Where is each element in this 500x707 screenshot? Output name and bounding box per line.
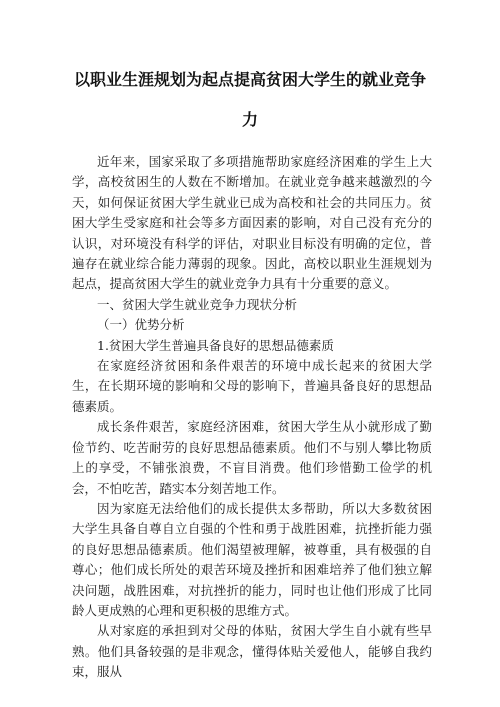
subsection-heading: （一）优势分析 [97, 317, 185, 333]
body-paragraph: 从对家庭的承担到对父母的体贴，贫困大学生自小就有些早熟。他们具备较强的是非观念，懂得体贴关爱他人，能够自我约束，服从 [72, 623, 432, 680]
body-paragraph: 因为家庭无法给他们的成长提供太多帮助，所以大多数贫困大学生具备自尊自立自强的个性和勇于战胜困难，抗挫折能力强的良好思想品德素质。他们渴望被理解，被尊重，具有极强的自尊心；他们成长所处的艰苦环境及挫折和困难培养了他们独立解决问题，战胜困难，对抗挫折的能力，同时也让他们形成了比同龄人更成熟的心理和更积极的思维方式。 [72, 500, 432, 618]
point-heading: 1.贫困大学生普遍具备良好的思想品德素质 [97, 337, 334, 353]
document-body [72, 152, 432, 683]
intro-paragraph: 近年来，国家采取了多项措施帮助家庭经济困难的学生上大学，高校贫困生的人数在不断增加。在就业竞争越来越激烈的今天，如何保证贫困大学生就业已成为高校和社会的共同压力。贫困大学生受家庭和社会等多方面因素的影响，对自己没有充分的认识，对环境没有科学的评估，对职业目标没有明确的定位，普遍存在就业综合能力薄弱的现象。因此，高校以职业生涯规划为起点，提高贫困大学生的就业竞争力具有十分重要的意义。 [72, 154, 432, 292]
document-title-line-1: 以职业生涯规划为起点提高贫困大学生的就业竞争 [73, 70, 426, 89]
section-heading: 一、贫困大学生就业竞争力现状分析 [97, 296, 298, 312]
body-paragraph: 成长条件艰苦，家庭经济困难，贫困大学生从小就形成了勤俭节约、吃苦耐劳的良好思想品德素质。他们不与别人攀比物质上的享受，不铺张浪费，不盲目消费。他们珍惜勤工俭学的机会，不怕吃苦，踏实本分刻苦地工作。 [72, 419, 432, 496]
body-paragraph: 在家庭经济贫困和条件艰苦的环境中成长起来的贫困大学生，在长期环境的影响和父母的影响下，普遍具备良好的思想品德素质。 [72, 358, 432, 414]
document-title-line-2: 力 [241, 110, 258, 129]
